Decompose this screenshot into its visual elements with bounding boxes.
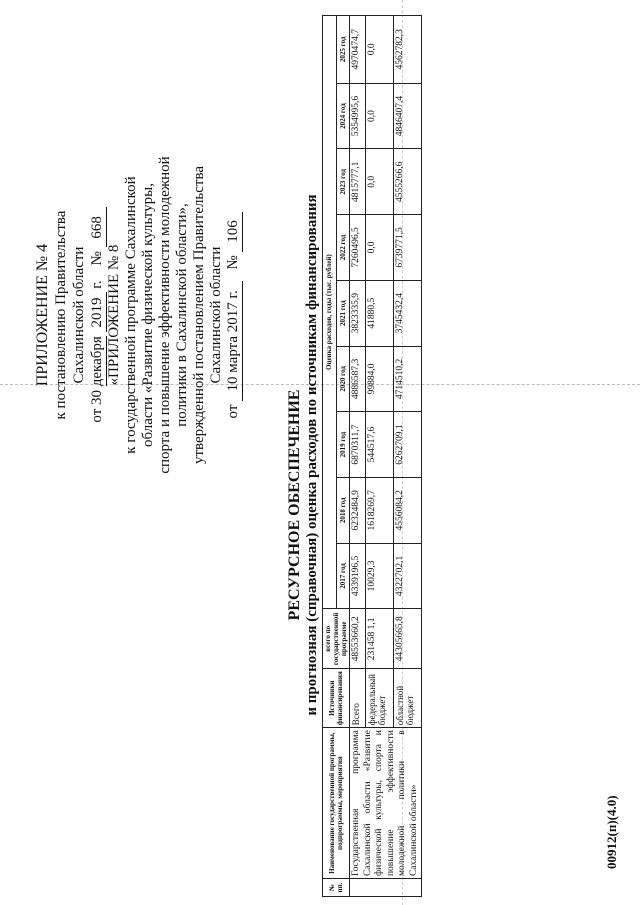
year-value-cell: 4970474,7: [350, 16, 366, 84]
region-line: Сахалинской области: [71, 246, 87, 384]
year-value-cell: 6739771,5: [393, 215, 421, 281]
year-value-cell: 0,0: [365, 149, 393, 215]
year-value-cell: 6232484,9: [350, 477, 366, 543]
year-value-cell: 6870311,7: [350, 412, 366, 478]
year-value-cell: 3823335,9: [350, 280, 366, 346]
year-value-cell: 7260496,5: [350, 215, 366, 281]
year-value-cell: 4815777,1: [350, 149, 366, 215]
appendix-4-header: [34, 145, 107, 485]
header-year: 2023 год: [336, 149, 350, 215]
year-value-cell: 4886587,3: [350, 346, 366, 412]
year-value-cell: 4556084,2: [393, 477, 421, 543]
header-year: 2021 год: [336, 280, 350, 346]
header-estimate: Оценка расходов, годы (тыс. рублей): [323, 16, 337, 609]
appendix-8-header: [106, 145, 243, 485]
header-name: Наименование государственной программы, подпрограммы, мероприятия: [323, 728, 350, 879]
year-value-cell: 6262709,1: [393, 412, 421, 478]
year-value-cell: 5354995,6: [350, 83, 366, 149]
table-header-row: [323, 16, 337, 897]
year-value-cell: 99884,0: [365, 346, 393, 412]
year-value-cell: 1618269,7: [365, 477, 393, 543]
appendix8-line: спорта и повышение эффективности молодежной: [157, 156, 173, 474]
decree-number: 668: [88, 207, 107, 247]
header-source: Источники финансирования: [323, 669, 350, 728]
header-year: 2024 год: [336, 83, 350, 149]
total-cell: 231458 1,1: [365, 609, 393, 669]
table-row: [350, 16, 366, 897]
year-value-cell: 3745432,4: [393, 280, 421, 346]
year-value-cell: 0,0: [365, 215, 393, 281]
appendix8-line: к государственной программе Сахалинской: [123, 176, 139, 454]
appendix8-line: утвержденной постановлением Правительства: [191, 165, 207, 465]
year-value-cell: 4322702,1: [393, 543, 421, 609]
appendix8-date-line: от 10 марта 2017 г. № 106: [225, 145, 243, 485]
document-title: РЕСУРСНОЕ ОБЕСПЕЧЕНИЕ: [286, 389, 303, 621]
document-code: 00912(п)(4.0): [604, 795, 619, 869]
source-cell: областной бюджет: [393, 669, 421, 728]
year-value-cell: 4555266,6: [393, 149, 421, 215]
appendix8-line: политики в Сахалинской области»,: [174, 203, 190, 427]
appendix-title: ПРИЛОЖЕНИЕ № 4: [34, 243, 51, 387]
header-total: всего по государственной программе: [323, 609, 350, 669]
year-value-cell: 0,0: [365, 16, 393, 84]
appendix8-line: области «Развитие физической культуры,: [140, 183, 156, 448]
source-cell: Всего: [350, 669, 366, 728]
year-value-cell: 0,0: [365, 83, 393, 149]
year-value-cell: 4714510,2: [393, 346, 421, 412]
appendix8-line: Сахалинской области: [208, 246, 224, 384]
header-year: 2017 год: [336, 543, 350, 609]
year-value-cell: 10029,3: [365, 543, 393, 609]
decree-date-line: от 30 декабря 2019 г. № 668: [88, 145, 107, 485]
header-year: 2020 год: [336, 346, 350, 412]
decree-line: к постановлению Правительства: [53, 210, 69, 420]
total-cell: 44305665,8: [393, 609, 421, 669]
header-year: 2022 год: [336, 215, 350, 281]
appendix8-number: 106: [225, 212, 243, 252]
appendix8-title: «ПРИЛОЖЕНИЕ № 8: [106, 244, 122, 386]
total-cell: 48553660,2: [350, 609, 366, 669]
program-name-cell: Государственная программа Сахалинской области «Развитие физической культуры, спорта и повышение эффективности молодежной политики в Сахалинской области»: [350, 728, 422, 879]
year-value-cell: 41880,5: [365, 280, 393, 346]
source-cell: федеральный бюджет: [365, 669, 393, 728]
year-value-cell: 4339196,5: [350, 543, 366, 609]
header-year: 2018 год: [336, 477, 350, 543]
header-year: 2019 год: [336, 412, 350, 478]
document-subtitle: и прогнозная (справочная) оценка расходов по источникам финансирования: [304, 194, 320, 716]
header-num: № пп.: [323, 879, 350, 897]
year-value-cell: 544517,6: [365, 412, 393, 478]
header-year: 2025 год: [336, 16, 350, 84]
resource-table: [322, 15, 422, 897]
year-value-cell: 4562782,3: [393, 16, 421, 84]
year-value-cell: 4846407,4: [393, 83, 421, 149]
row-num-cell: [350, 879, 422, 897]
